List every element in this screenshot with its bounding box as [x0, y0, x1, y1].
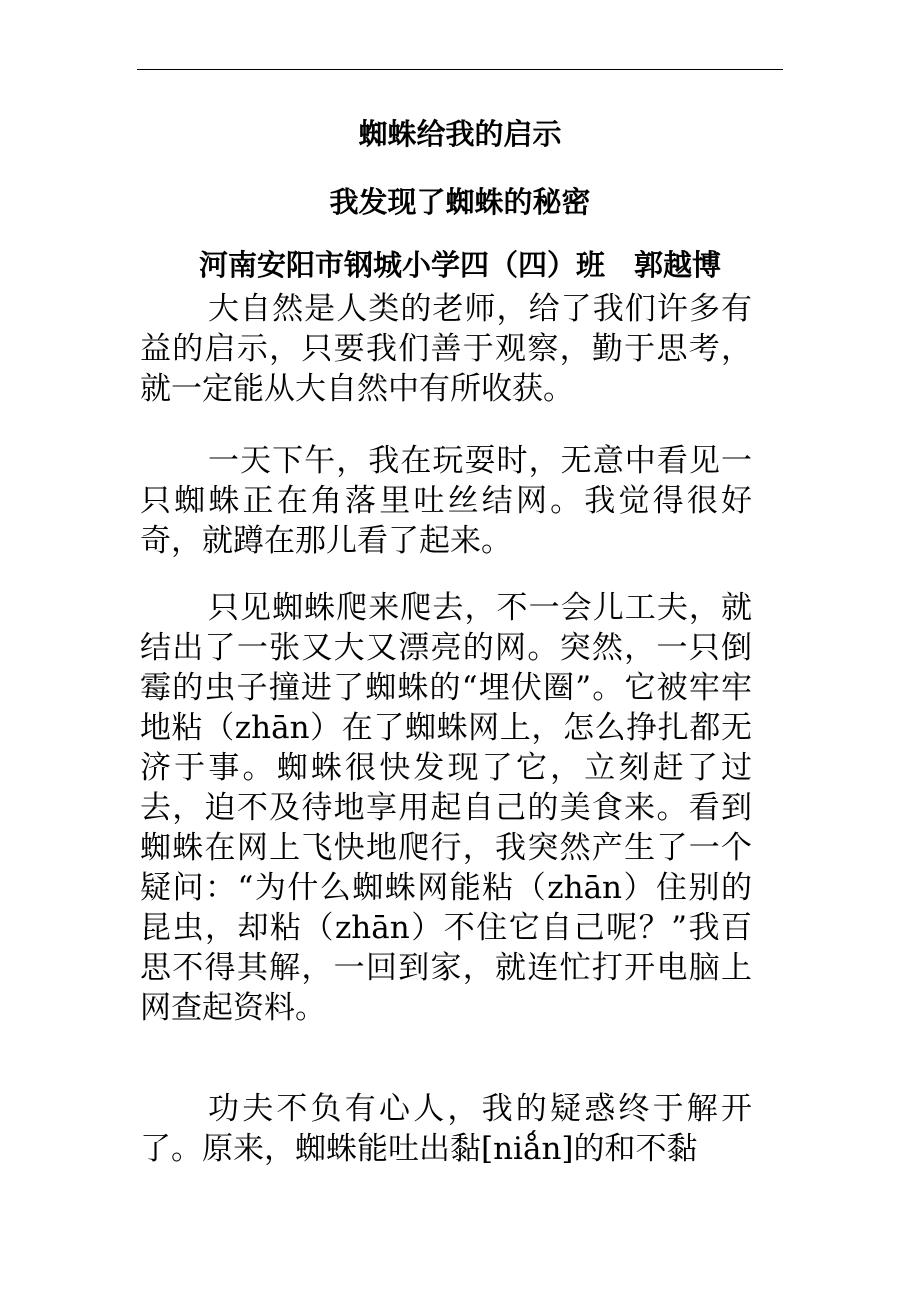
- document-title: 蜘蛛给我的启示: [358, 117, 562, 151]
- paragraph-1: 大自然是人类的老师，给了我们许多有益的启示，只要我们善于观察，勤于思考，就一定能从大自然中有所收获。: [140, 291, 752, 407]
- paragraph-4: 功夫不负有心人，我的疑惑终于解开了。原来，蜘蛛能吐出黏[niǻn]的和不黏: [140, 1091, 752, 1167]
- document-subtitle: 我发现了蜘蛛的秘密: [329, 185, 591, 219]
- paragraph-2: 一天下午，我在玩耍时，无意中看见一只蜘蛛正在角落里吐丝结网。我觉得很好奇，就蹲在那儿看了起来。: [140, 443, 752, 559]
- header-rule: [137, 69, 783, 70]
- paragraph-3: 只见蜘蛛爬来爬去，不一会儿工夫，就结出了一张又大又漂亮的网。突然，一只倒霉的虫子撞进了蜘蛛的“埋伏圈”。它被牢牢地粘（zhān）在了蜘蛛网上，怎么挣扎都无济于事。蜘蛛很快发现了它，立刻赶了过去，迫不及待地享用起自己的美食来。看到蜘蛛在网上飞快地爬行，我突然产生了一个疑问：“为什么蜘蛛网能粘（zhān）住别的昆虫，却粘（zhān）不住它自己呢？”我百思不得其解，一回到家，就连忙打开电脑上网查起资料。: [140, 590, 752, 1026]
- author-line: 河南安阳市钢城小学四（四）班 郭越博: [198, 248, 721, 282]
